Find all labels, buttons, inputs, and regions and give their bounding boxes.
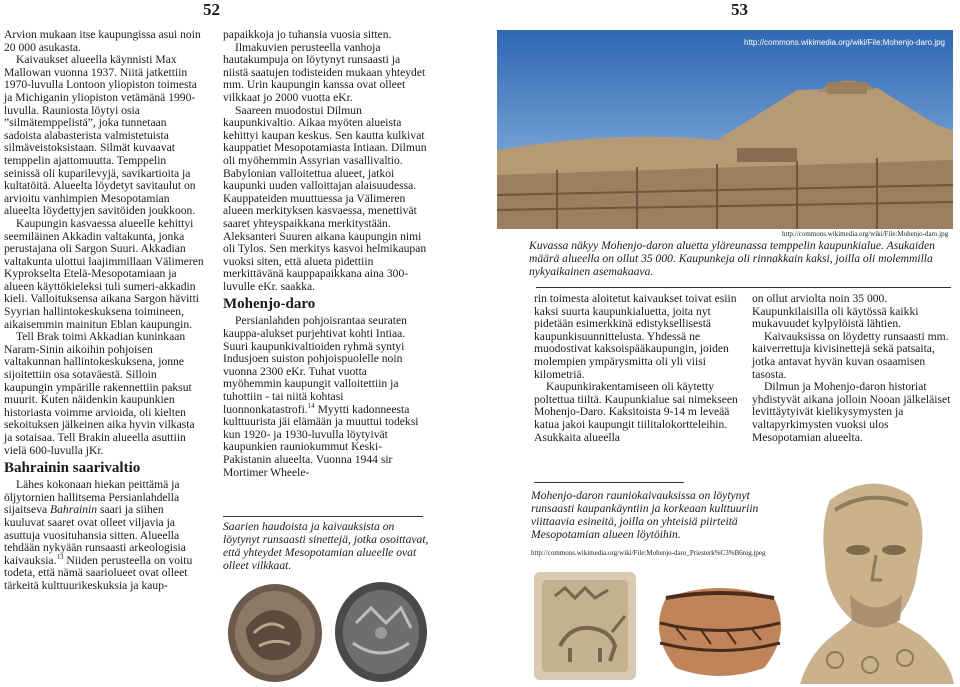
right-page-number: 53 [731,0,748,19]
photo-credit: http://commons.wikimedia.org/wiki/File:Mohenjo-daro.jpg [782,230,949,238]
text-run: Myytti kadonneesta kulttuurista jäi elämään ja muuttui todeksi kun 1920- ja 1930-luvulla löytyivät kaupunkien rauniokummut Keski-Pakistanin alueelta. Vuonna 1944 sir Mortimer Wheele- [223,402,419,479]
right-column-a [534,293,746,444]
mohenjo-daro-ruins-photo [497,30,953,229]
seal-caption: Saarien haudoista ja kaivauksista on löytynyt runsaasti sinettejä, jotka osoittavat, että yhteydet Mesopotamian alueelle ovat olleet vilkkaat. [223,520,429,572]
paragraph: Kaivauksissa on löydetty runsaasti mm. kaiverrettuja kivisinettejä sekä patsaita, jotka antavat hyvän kuvan osaamisen tasosta. [752,329,949,381]
text-run: saari ja siihen kuuluvat saaret ovat olleet viljavia ja asuttuja vuosituhansia sitten. Alueella tehdään nykyään runsaasti arkeologisia kaivauksia. [4,503,186,567]
priest-king-bust-photo [790,470,956,684]
seal-illustration [331,578,430,684]
paragraph: Arvion mukaan itse kaupungissa asui noin 20 000 asukasta. [4,28,201,54]
paragraph: Tell Brak toimi Akkadian kuninkaan Naram-Sinin aikoihin pohjoisen valtakunnan hallintokeskuksena, jonne sijoitettiin osa sotaväestä. Silloin kaupungin ympärille rakennettiin paksut muurit. Kuten näidenkin kaupunkien historiasta voimme arvioida, oli kielten sekoituksen jälkeinen aika hyvin vilkasta ja sotaisaa. Tell Brakin alueella asuttiin vielä 600-luvulla jKr. [4,330,195,457]
left-page-number: 52 [203,0,220,19]
paragraph: Kaivaukset alueella käynnisti Max Mallowan vuonna 1937. Niitä jatkettiin 1970-luvulla Lontoon yliopiston toimesta ja Michiganin yliopiston vetämänä 1990-luvulla. Rauniosta löytyi osia ”silmätemppelistä”, joka tunnetaan sadoista alabasterista valmistetuista silmäveistoksistaan. Silmät kuvaavat temppelin ajattomuutta. Temppelin seinissä oli kuparilevyjä, savikartioita ja kultatöitä. Alueelta löydetyt savitaulut on arvioitu vanhimpien Mesopotamian alueelta löydettyjen savitöiden joukkoon. [4,53,197,218]
section-heading-mohenjo-daro: Mohenjo-daro [223,296,316,313]
text-run: Niiden perusteella on voitu todeta, että nämä saariolueet ovat olleet tärkeitä kulttuurikeskuksia ja kaup- [4,553,193,592]
top-photo-caption: Kuvassa näkyy Mohenjo-daron aluetta yläreunassa temppelin kaupunkialue. Asukaiden määrä alueella on ollut 35 000. Kaupunkeja oli rinnakkain kaksi, joilla oli molemmilla nykyaikainen asemakaava. [529,239,935,278]
paragraph: Dilmun ja Mohenjo-daron historiat yhdistyvät aikana jolloin Nooan jälkeläiset levittäytyivät kielikysymysten ja valtapyrkimysten vuoksi ulos Mesopotamian alueelta. [752,380,951,444]
caption-rule [223,516,423,517]
ruins-illustration [497,30,953,229]
bronze-seal-image [224,578,326,684]
italic-text: Bahrainin [50,503,98,517]
paragraph: Saareen muodostui Dilmun kaupunkivaltio. Aikaa myöten alueista kehittyi kaupan keskus. Sen kautta kulkivat kauppatiet Mesopotamiasta Intiaan. Dilmun oli myöhemmin Assyrian vasallivaltio. Babylonian valloitettua alueet, jatkoi kaupunki uuden valloittajan alaisuudessa. Kauppateiden muuttuessa ja Välimeren alueen merkityksen kasvaessa, menettivät saaret yhteyspaikkana merkitystään. Aleksanteri Suuren aikana kaupungin nimi oli Tylos. Sen merkitys kasvoi helmikaupan vuoksi siten, että alueta pidettiin merkittävänä kauppapaikkana aina 300-luvulle eKr. saakka. [223,103,427,293]
footnote-marker: 13 [56,552,64,561]
middle-column-text [223,29,428,479]
section-heading-bahrain: Bahrainin saarivaltio [4,460,141,477]
paragraph: Ilmakuvien perusteella vanhoja hautakumpuja on löytynyt runsaasti ja niistä saatujen todisteiden mukaan yhteydet mm. Urin kaupungin kanssa ovat olleet vilkkaat jo 2000 vuotta eKr. [223,40,426,104]
text-run: Lähes kokonaan hiekan peittämä ja öljytornien hallitsema Persianlahdella sijaitseva [4,478,180,517]
stone-seal-image [331,578,430,684]
caption-rule [536,287,951,288]
bust-illustration [790,470,956,684]
paragraph: rin toimesta aloitetut kaivaukset toivat esiin kaksi suurta kaupunkialuetta, joita nyt pidetään esimerkkinä edistyksellisestä kaupunkisuunnittelusta. Yhdessä ne muodostivat kaksoispääkaupungin, joiden molempien ympärysmitta oli yli viisi kilometriä. [534,292,737,381]
paragraph: on ollut arviolta noin 35 000. Kaupunkilaisilla oli käytössä kaikki mukavuudet kylpylöistä lähtien. [752,292,919,331]
painted-pottery-photo [646,578,794,684]
right-column-b [752,293,955,444]
seal-illustration [530,566,640,684]
paragraph: Kaupungin kasvaessa alueelle kehittyi seemiläinen Akkadin valtakunta, jonka perustajana oli Sargon Suuri. Akkadian valtakunta ulottui laajimmillaan Välimeren Kyprokselta Etelä-Mesopotamiaan ja alueen käyttökieleksi tuli sumeri-akkadin kieli. Valloituksensa aikana Sargon hävitti Syyrian hallintokeskuksena toimineen, aikaisemmin mainitun Eblan kaupungin. [4,216,204,331]
text-run: Persianlahden pohjoisrantaa seuraten kauppa-alukset purjehtivat kohti Intiaa. Suuri kaupunkivaltioiden ryhmä syntyi Indusjoen suiston pohjoispuolelle noin vuonna 2300 eKr. Tuhat vuotta myöhemmin kaupungit valloitettiin ja tuhottiin - tai niitä kohtasi luonnonkatastrofi. [223,314,407,416]
pottery-illustration [646,578,794,684]
caption-rule [534,482,684,483]
paragraph: Kaupunkirakentamiseen oli käytetty poltettua tiiltä. Kaupunkialue sai nimekseen Mohenjo-Daro. Kaksitoista 9-14 m leveää katua jakoi kaupungit tiilitalokortteleihin. Asukkaita alueella [534,380,738,444]
seal-illustration [224,578,326,684]
footnote-marker: 14 [307,401,315,410]
photo-url-overlay: http://commons.wikimedia.org/wiki/File:Mohenjo-daro.jpg [744,38,945,47]
paragraph: papaikkoja jo tuhansia vuosia sitten. [223,28,392,41]
priest-king-credit: http://commons.wikimedia.org/wiki/File:Mohenjo-daro_Priesterk%C3%B6nig.jpeg [531,549,766,557]
left-column-text [4,29,204,593]
paragraph [4,479,204,592]
paragraph [223,315,428,479]
unicorn-seal-photo [530,566,640,684]
priest-king-caption: Mohenjo-daron rauniokaivauksissa on löytynyt runsaasti kaupankäyntiin ja korkeaan kulttuuriin viittaavia esineitä, joilla on yhteisiä piirteitä Mesopotamian alueen löytöihin. [531,489,759,541]
